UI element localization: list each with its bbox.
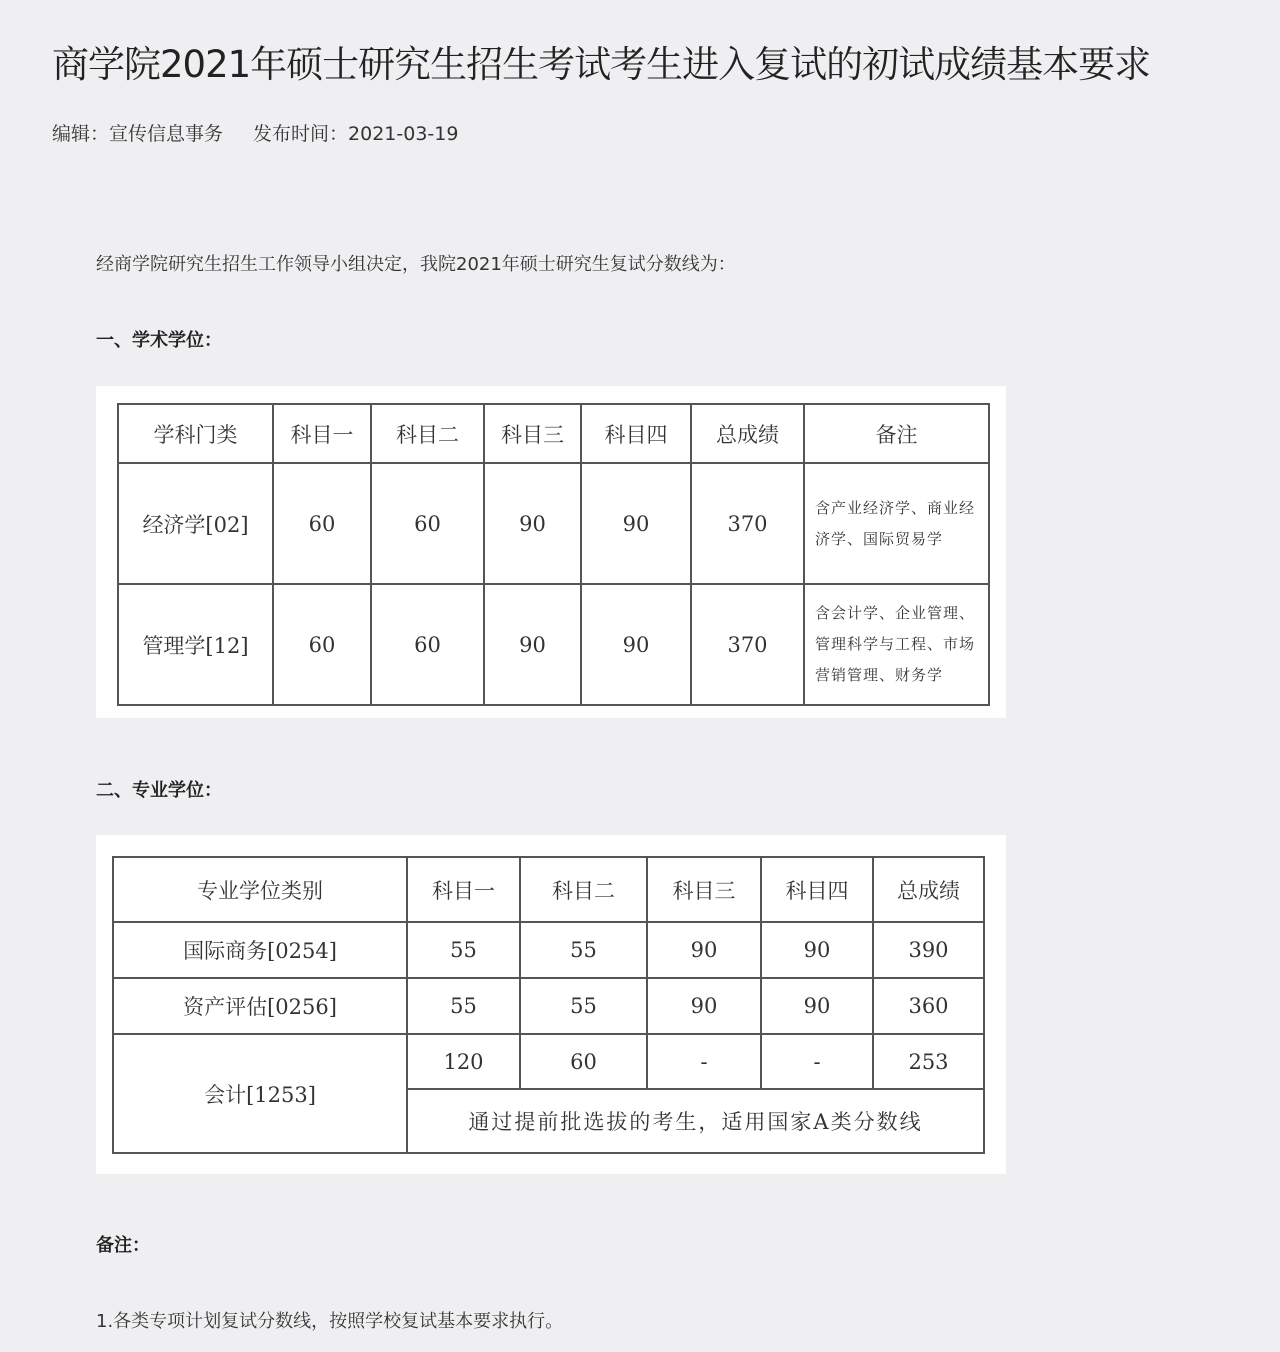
column-header: 总成绩 [691, 404, 804, 463]
cell: 90 [761, 922, 873, 978]
column-header: 学科门类 [118, 404, 273, 463]
cell: 390 [873, 922, 984, 978]
cell: 管理学[12] [118, 584, 273, 705]
section-heading-professional: 二、专业学位： [96, 780, 222, 801]
intro-text: 经商学院研究生招生工作领导小组决定，我院2021年硕士研究生复试分数线为： [96, 254, 736, 275]
cell: 60 [273, 584, 371, 705]
cell: - [647, 1034, 761, 1089]
column-header: 专业学位类别 [113, 857, 407, 922]
cell: 55 [407, 922, 520, 978]
cell: - [761, 1034, 873, 1089]
professional-table-panel [96, 835, 1006, 1174]
cell-note: 含产业经济学、商业经济学、国际贸易学 [804, 463, 989, 584]
column-header: 科目一 [273, 404, 371, 463]
cell-note: 含会计学、企业管理、管理科学与工程、市场营销管理、财务学 [804, 584, 989, 705]
page-title: 商学院2021年硕士研究生招生考试考生进入复试的初试成绩基本要求 [52, 43, 1151, 86]
publish-date: 发布时间：2021-03-19 [253, 123, 459, 145]
professional-score-table [112, 856, 985, 1154]
cell: 90 [647, 922, 761, 978]
table-row [113, 978, 984, 1034]
cell: 55 [520, 978, 647, 1034]
table-row [118, 584, 989, 705]
table-row [118, 463, 989, 584]
cell: 90 [484, 463, 581, 584]
cell: 120 [407, 1034, 520, 1089]
column-header: 科目三 [484, 404, 581, 463]
cell: 370 [691, 463, 804, 584]
section-heading-academic: 一、学术学位： [96, 330, 222, 351]
editor: 编辑：宣传信息事务 [52, 123, 224, 145]
cell: 60 [371, 584, 484, 705]
column-header: 科目一 [407, 857, 520, 922]
cell: 90 [581, 584, 691, 705]
cell: 253 [873, 1034, 984, 1089]
cell: 90 [484, 584, 581, 705]
cell: 370 [691, 584, 804, 705]
cell: 90 [761, 978, 873, 1034]
cell: 资产评估[0256] [113, 978, 407, 1034]
column-header: 备注 [804, 404, 989, 463]
cell-note: 通过提前批选拔的考生，适用国家A类分数线 [407, 1089, 984, 1153]
column-header: 科目三 [647, 857, 761, 922]
cell: 55 [520, 922, 647, 978]
column-header: 科目四 [581, 404, 691, 463]
cell: 60 [273, 463, 371, 584]
cell: 55 [407, 978, 520, 1034]
table-header-row [113, 857, 984, 922]
column-header: 总成绩 [873, 857, 984, 922]
column-header: 科目四 [761, 857, 873, 922]
table-row [113, 1034, 984, 1089]
notes-heading: 备注： [96, 1235, 150, 1256]
cell: 会计[1253] [113, 1034, 407, 1153]
cell: 90 [581, 463, 691, 584]
cell: 60 [371, 463, 484, 584]
cell: 60 [520, 1034, 647, 1089]
column-header: 科目二 [371, 404, 484, 463]
cell: 90 [647, 978, 761, 1034]
academic-score-table [117, 403, 990, 706]
cell: 经济学[02] [118, 463, 273, 584]
table-header-row [118, 404, 989, 463]
table-row [113, 922, 984, 978]
article-meta [52, 119, 488, 146]
column-header: 科目二 [520, 857, 647, 922]
note-item: 1.各类专项计划复试分数线，按照学校复试基本要求执行。 [96, 1311, 564, 1332]
academic-table-panel [96, 386, 1006, 718]
cell: 360 [873, 978, 984, 1034]
cell: 国际商务[0254] [113, 922, 407, 978]
